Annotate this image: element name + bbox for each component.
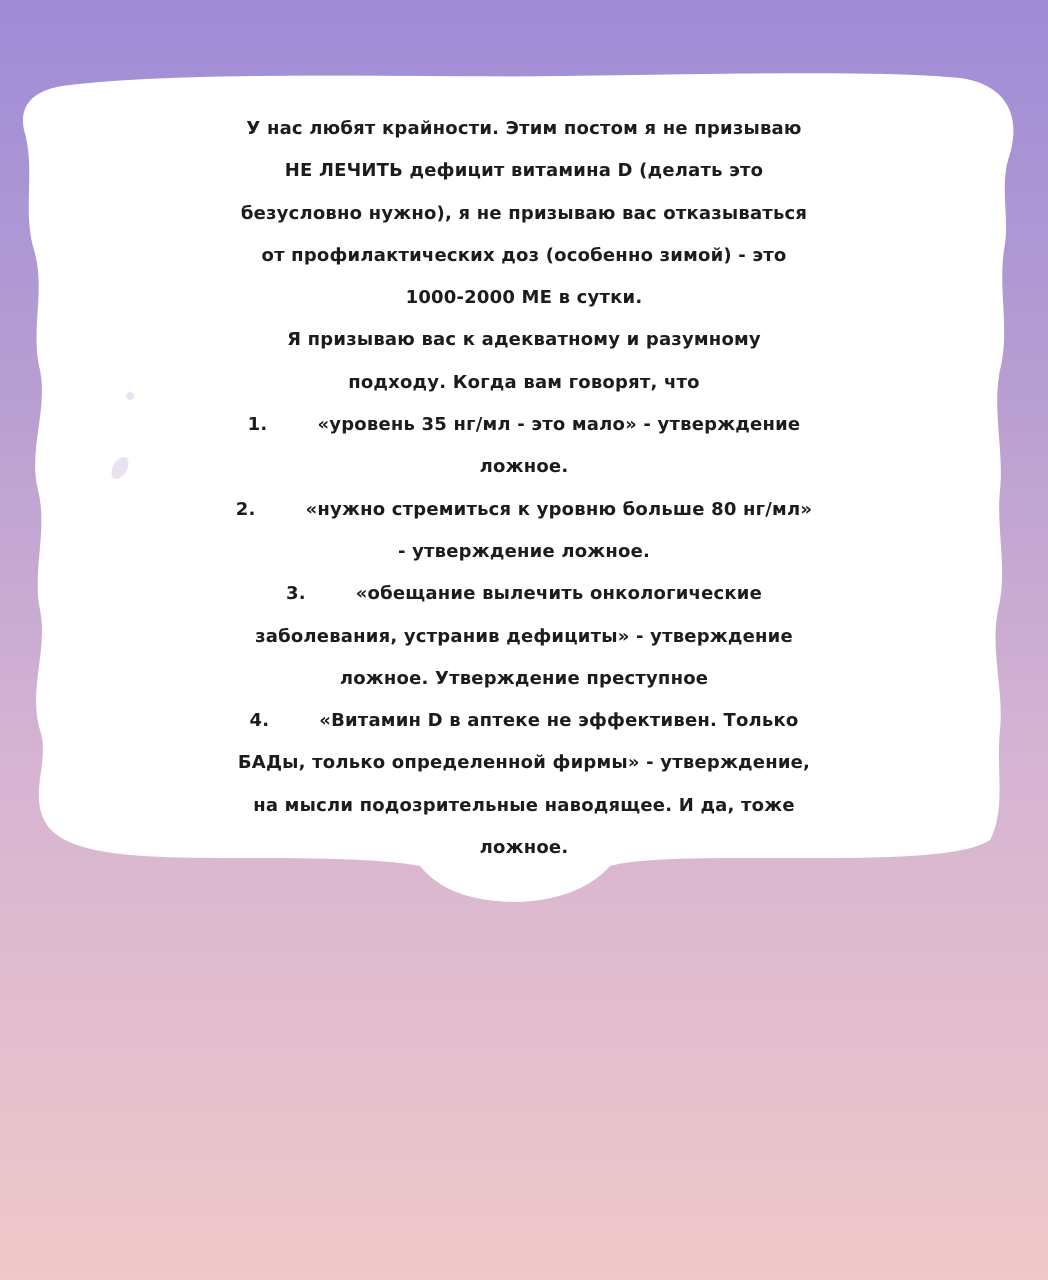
list-item-text: «нужно стремиться к уровню больше 80 нг/мл»	[305, 498, 813, 520]
list-item-4	[40, 700, 1008, 742]
list-item-text: БАДы, только определенной фирмы» - утверждение,	[237, 752, 811, 774]
intro-line: безусловно нужно), я не призываю вас отказываться	[240, 202, 808, 224]
intro-line: 1000-2000 МЕ в сутки.	[405, 287, 643, 309]
intro-line: подходу. Когда вам говорят, что	[348, 371, 700, 393]
list-item-text: ложное.	[479, 837, 569, 859]
list-number: 1.	[247, 414, 268, 436]
list-item-3	[40, 573, 1008, 615]
post-text	[40, 108, 1008, 869]
list-item-text: «уровень 35 нг/мл - это мало» - утверждение	[317, 414, 801, 436]
list-item-2	[40, 489, 1008, 531]
intro-line: У нас любят крайности. Этим постом я не призываю	[246, 118, 802, 139]
list-item-text: «Витамин D в аптеке не эффективен. Только	[319, 710, 799, 732]
intro-line: Я призываю вас к адекватному и разумному	[287, 329, 761, 351]
list-item-text: ложное. Утверждение преступное	[339, 667, 709, 689]
list-item-text: заболевания, устранив дефициты» - утверждение	[255, 625, 793, 647]
intro-line: НЕ ЛЕЧИТЬ дефицит витамина D (делать это	[284, 160, 764, 182]
list-item-1	[40, 404, 1008, 446]
list-item-text: «обещание вылечить онкологические	[355, 583, 763, 605]
list-item-text: на мысли подозрительные наводящее. И да, тоже	[253, 794, 795, 816]
list-number: 2.	[235, 498, 256, 520]
list-number: 3.	[285, 583, 306, 605]
intro-line: от профилактических доз (особенно зимой) - это	[261, 244, 787, 266]
list-item-text: - утверждение ложное.	[397, 540, 651, 562]
list-number: 4.	[249, 710, 270, 732]
list-item-text: ложное.	[479, 456, 569, 478]
